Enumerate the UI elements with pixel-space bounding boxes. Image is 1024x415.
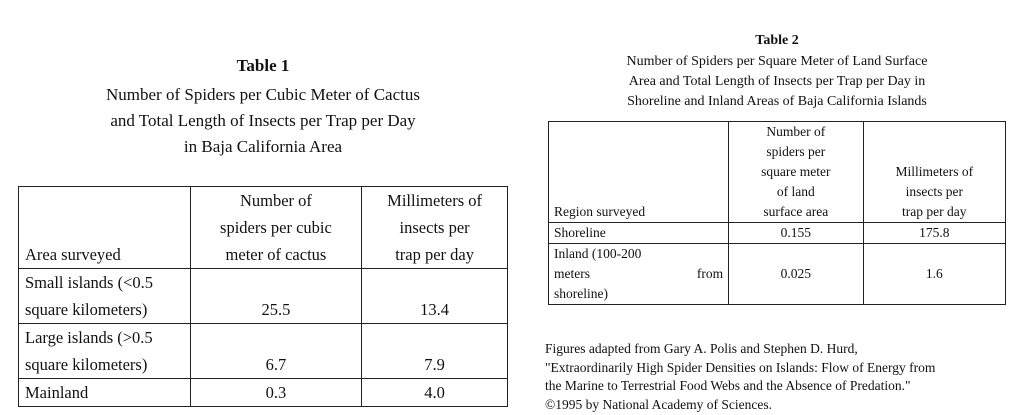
table1-caption-line: and Total Length of Insects per Trap per Day bbox=[110, 111, 416, 130]
table2-title: Table 2 bbox=[755, 33, 799, 48]
header-text: Number of bbox=[239, 191, 312, 210]
header-text: spiders per bbox=[766, 144, 826, 159]
table2 bbox=[548, 121, 1006, 305]
table1-caption bbox=[18, 82, 508, 160]
table2-header-insects bbox=[863, 122, 1005, 223]
table2-caption bbox=[548, 52, 1006, 112]
table-row bbox=[549, 244, 1006, 305]
table-row bbox=[19, 324, 508, 379]
table1-header-spiders bbox=[190, 187, 362, 269]
insects-cell: 175.8 bbox=[863, 223, 1005, 244]
insects-cell: 4.0 bbox=[362, 379, 508, 407]
header-text: Number of bbox=[766, 124, 826, 139]
header-text: surface area bbox=[763, 204, 829, 219]
area-cell bbox=[19, 324, 191, 379]
region-text: from bbox=[696, 266, 724, 281]
header-text: of land bbox=[776, 184, 815, 199]
table2-header-row bbox=[549, 122, 1006, 223]
header-text: meter of cactus bbox=[225, 245, 327, 264]
insects-cell: 1.6 bbox=[863, 244, 1005, 305]
header-text: trap per day bbox=[395, 245, 474, 264]
header-text: Area surveyed bbox=[25, 245, 121, 264]
header-text: spiders per cubic bbox=[220, 218, 332, 237]
table1-header-insects bbox=[362, 187, 508, 269]
table-row bbox=[19, 269, 508, 324]
region-text: meters bbox=[554, 266, 590, 281]
area-cell bbox=[19, 269, 191, 324]
header-text: Millimeters of bbox=[387, 191, 483, 210]
region-text: shoreline) bbox=[554, 286, 608, 301]
header-text: insects per bbox=[399, 218, 470, 237]
table-row bbox=[549, 223, 1006, 244]
table1-header-area bbox=[19, 187, 191, 269]
table2-caption-line: Shoreline and Inland Areas of Baja California Islands bbox=[627, 94, 927, 109]
area-text: square kilometers) bbox=[25, 355, 148, 374]
header-text: Millimeters of bbox=[895, 164, 974, 179]
table1-title: Table 1 bbox=[236, 56, 290, 75]
area-text: square kilometers) bbox=[25, 300, 148, 319]
insects-cell: 7.9 bbox=[362, 324, 508, 379]
header-text: insects per bbox=[905, 184, 963, 199]
spiders-cell: 0.025 bbox=[729, 244, 863, 305]
table2-caption-line: Number of Spiders per Square Meter of Land Surface bbox=[626, 54, 928, 69]
spiders-cell: 6.7 bbox=[190, 324, 362, 379]
region-text: Inland (100-200 bbox=[554, 246, 642, 261]
table1-caption-line: Number of Spiders per Cubic Meter of Cactus bbox=[106, 85, 420, 104]
table1 bbox=[18, 186, 508, 407]
table2-header-region bbox=[549, 122, 729, 223]
table-row bbox=[19, 379, 508, 407]
source-line: Figures adapted from Gary A. Polis and Stephen D. Hurd, bbox=[545, 341, 858, 356]
table1-header-row bbox=[19, 187, 508, 269]
table1-caption-line: in Baja California Area bbox=[183, 137, 343, 156]
source-line: ©1995 by National Academy of Sciences. bbox=[545, 396, 772, 412]
table2-header-spiders bbox=[729, 122, 863, 223]
area-cell: Mainland bbox=[19, 379, 191, 407]
header-text: trap per day bbox=[902, 204, 967, 219]
region-cell: Shoreline bbox=[549, 223, 729, 244]
table2-caption-line: Area and Total Length of Insects per Trap per Day in bbox=[628, 74, 926, 89]
header-text: square meter bbox=[761, 164, 831, 179]
header-text: Region surveyed bbox=[554, 204, 646, 219]
insects-cell: 13.4 bbox=[362, 269, 508, 324]
source-line: the Marine to Terrestrial Food Webs and the Absence of Predation." bbox=[545, 378, 911, 393]
area-text: Large islands (>0.5 bbox=[25, 328, 153, 347]
source-note bbox=[545, 340, 1020, 414]
spiders-cell: 25.5 bbox=[190, 269, 362, 324]
region-text-line bbox=[554, 264, 723, 284]
source-line: "Extraordinarily High Spider Densities on Islands: Flow of Energy from bbox=[545, 359, 936, 375]
spiders-cell: 0.155 bbox=[729, 223, 863, 244]
area-text: Small islands (<0.5 bbox=[25, 273, 154, 292]
spiders-cell: 0.3 bbox=[190, 379, 362, 407]
region-cell bbox=[549, 244, 729, 305]
